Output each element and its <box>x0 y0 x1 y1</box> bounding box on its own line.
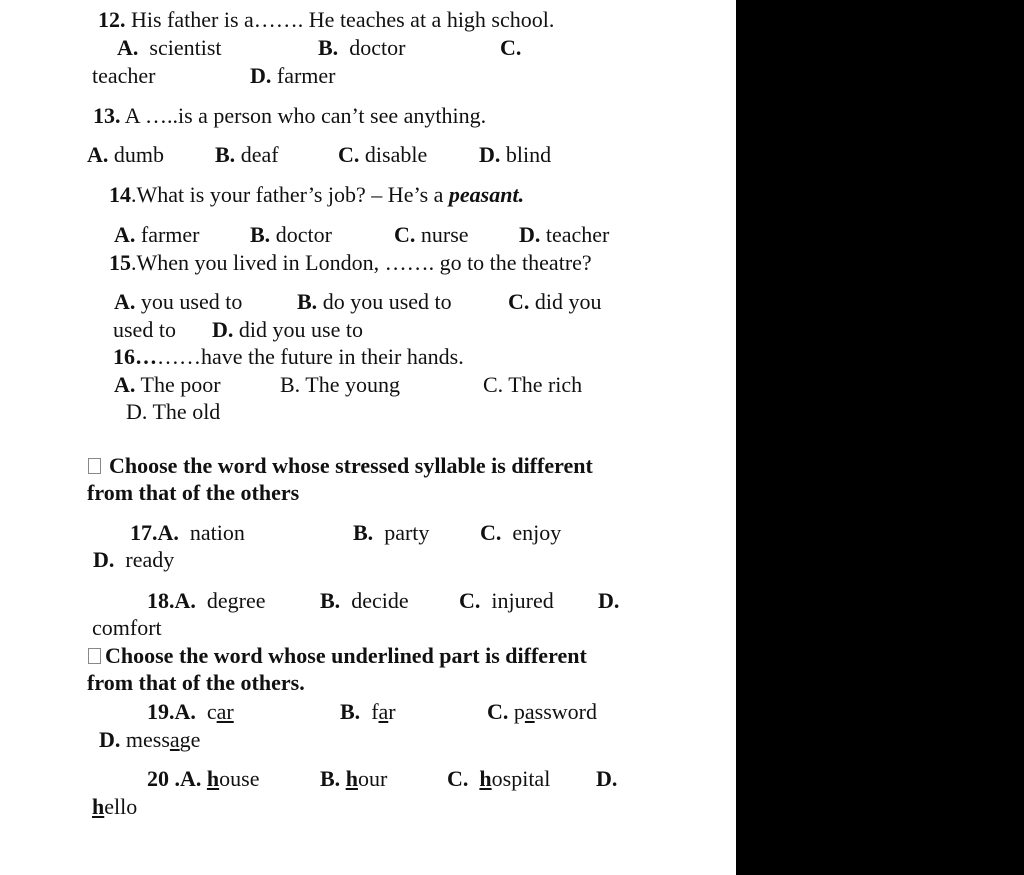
q16-stem: ……have the future in their hands. <box>157 344 464 369</box>
q14-stem-line <box>109 182 524 208</box>
q16-option-b: B. The young <box>280 372 400 397</box>
q15-number: 15 <box>109 250 131 275</box>
q14-number: 14 <box>109 182 131 207</box>
q19-option-c: C. password <box>487 699 597 724</box>
q15-option-b: B. do you used to <box>297 289 452 314</box>
q20-option-b: B. hour <box>320 766 388 791</box>
q16-option-c: C. The rich <box>483 372 583 397</box>
q14-option-b: B. doctor <box>250 222 332 247</box>
q20-option-c: C. hospital <box>447 766 551 791</box>
q12-option-b: B. doctor <box>318 35 406 60</box>
q12-number: 12. <box>98 7 126 32</box>
q14-stem-emphasis: peasant. <box>448 182 525 207</box>
q17-option-a: 17.A. nation <box>130 520 245 545</box>
q13-number: 13. <box>93 103 121 128</box>
q19-option-a: 19.A. car <box>147 699 234 724</box>
q18-option-b: B. decide <box>320 588 409 613</box>
q15-option-d: D. did you use to <box>212 317 363 342</box>
q16-number: 16… <box>113 344 157 369</box>
q16-stem-line <box>113 344 464 370</box>
checkbox-icon <box>88 458 101 474</box>
q18-number: 18.A. <box>147 588 196 613</box>
q19-number: 19.A. <box>147 699 196 724</box>
q13-option-a: A. dumb <box>87 142 165 167</box>
q20-option-a: 20 .A. house <box>147 766 260 791</box>
q14-option-c: C. nurse <box>394 222 469 247</box>
q13-stem: A …..is a person who can’t see anything. <box>124 103 487 128</box>
q12-option-d: D. farmer <box>250 63 336 88</box>
q18-option-d-text: comfort <box>92 615 162 640</box>
q13-option-b: B. deaf <box>215 142 279 167</box>
q19-option-b: B. far <box>340 699 396 724</box>
q18-option-a: 18.A. degree <box>147 588 266 613</box>
q13-option-d: D. blind <box>479 142 552 167</box>
q17-option-c: C. enjoy <box>480 520 562 545</box>
q12-option-a: A. scientist <box>117 35 222 60</box>
q16-option-d: D. The old <box>126 399 221 424</box>
q12-option-c-letter: C. <box>500 35 522 60</box>
q12-option-c-text: teacher <box>92 63 156 88</box>
q14-option-a: A. farmer <box>114 222 200 247</box>
checkbox-icon <box>88 648 101 664</box>
q15-option-c: C. did you <box>508 289 602 314</box>
q12-stem: His father is a……. He teaches at a high school. <box>131 7 555 32</box>
q15-stem: .When you lived in London, ……. go to the theatre? <box>131 250 592 275</box>
q14-option-d: D. teacher <box>519 222 610 247</box>
q17-option-d: D. ready <box>93 547 175 572</box>
q18-option-c: C. injured <box>459 588 554 613</box>
q18-option-d-letter: D. <box>598 588 620 613</box>
q15-stem-line <box>109 250 592 276</box>
q14-stem: .What is your father’s job? – He’s a <box>131 182 449 207</box>
black-margin-area <box>736 0 1024 875</box>
q20-option-d-letter: D. <box>596 766 618 791</box>
q16-option-a: A. The poor <box>114 372 221 397</box>
section-stress-heading-cont: from that of the others <box>87 480 300 505</box>
q15-option-c-cont: used to <box>113 317 176 342</box>
q13-stem-line <box>93 103 486 129</box>
section-underline-heading-cont: from that of the others. <box>87 670 305 695</box>
q19-option-d: D. message <box>99 727 201 752</box>
q20-option-d-text: hello <box>92 794 138 819</box>
q20-number: 20 .A. <box>147 766 202 791</box>
q13-option-c: C. disable <box>338 142 428 167</box>
section-stress-heading: Choose the word whose stressed syllable is different <box>88 453 593 479</box>
q12-stem-line <box>98 7 554 33</box>
q17-number: 17.A. <box>130 520 179 545</box>
q17-option-b: B. party <box>353 520 430 545</box>
q15-option-a: A. you used to <box>114 289 243 314</box>
section-underline-heading: Choose the word whose underlined part is different <box>88 643 587 669</box>
